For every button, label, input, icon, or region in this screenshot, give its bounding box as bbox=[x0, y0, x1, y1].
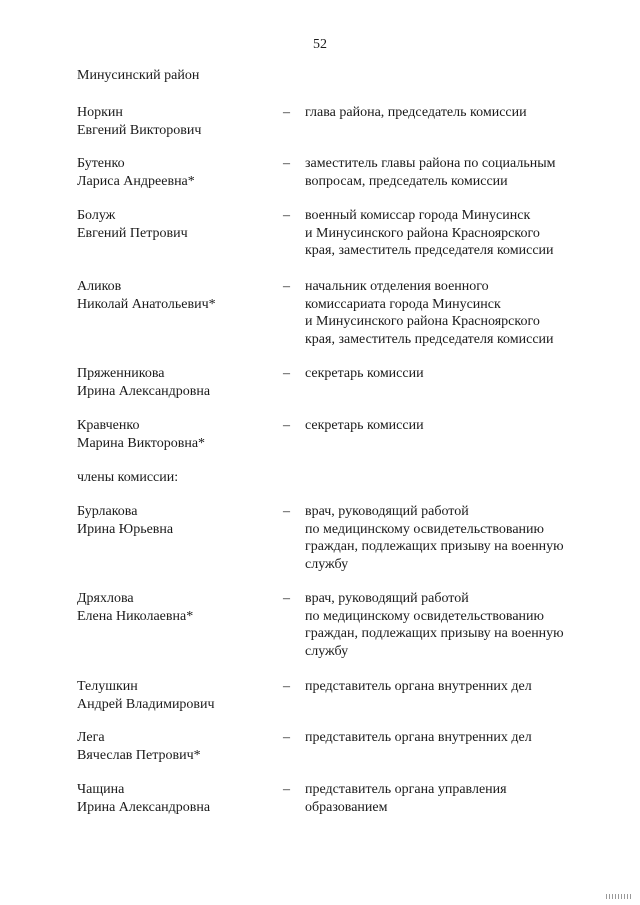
person-name bbox=[77, 678, 267, 713]
person-name bbox=[77, 207, 267, 242]
person-surname: Бутенко bbox=[77, 156, 125, 171]
role-line: врач, руководящий работой bbox=[305, 591, 469, 606]
role-line: глава района, председатель комиссии bbox=[305, 105, 527, 120]
person-given-names: Андрей Владимирович bbox=[77, 696, 215, 712]
person-role bbox=[305, 104, 605, 122]
role-line: края, заместитель председателя комиссии bbox=[305, 243, 554, 258]
dash-separator: – bbox=[283, 279, 290, 294]
person-surname: Аликов bbox=[77, 279, 122, 294]
person-surname: Телушкин bbox=[77, 679, 138, 694]
role-line: службу bbox=[305, 643, 349, 659]
page-number: 52 bbox=[313, 37, 327, 52]
person-role bbox=[305, 155, 605, 190]
role-line: вопросам, председатель комиссии bbox=[305, 173, 508, 189]
person-surname: Бурлакова bbox=[77, 504, 138, 519]
person-role bbox=[305, 781, 605, 816]
role-line: представитель органа управления bbox=[305, 782, 507, 797]
dash-separator: – bbox=[283, 591, 290, 606]
role-line: края, заместитель председателя комиссии bbox=[305, 331, 554, 347]
person-role bbox=[305, 729, 605, 747]
person-role bbox=[305, 417, 605, 435]
person-role bbox=[305, 278, 605, 348]
person-name bbox=[77, 417, 267, 452]
person-name bbox=[77, 104, 267, 139]
members-label: члены комиссии: bbox=[77, 470, 179, 485]
person-given-names: Евгений Петрович bbox=[77, 225, 188, 241]
person-given-names: Марина Викторовна* bbox=[77, 435, 206, 451]
person-surname: Чащина bbox=[77, 782, 125, 797]
person-name bbox=[77, 155, 267, 190]
dash-separator: – bbox=[283, 156, 290, 171]
person-name bbox=[77, 503, 267, 538]
person-given-names: Ирина Александровна bbox=[77, 799, 211, 815]
person-surname: Пряженникова bbox=[77, 366, 165, 381]
person-surname: Дряхлова bbox=[77, 591, 134, 606]
dash-separator: – bbox=[283, 504, 290, 519]
dash-separator: – bbox=[283, 730, 290, 745]
role-line: представитель органа внутренних дел bbox=[305, 679, 532, 694]
person-given-names: Елена Николаевна* bbox=[77, 608, 194, 624]
dash-separator: – bbox=[283, 105, 290, 120]
role-line: службу bbox=[305, 556, 349, 572]
person-given-names: Евгений Викторович bbox=[77, 122, 202, 138]
role-line: по медицинскому освидетельствованию bbox=[305, 608, 545, 624]
role-line: и Минусинского района Красноярского bbox=[305, 225, 540, 241]
person-given-names: Ирина Юрьевна bbox=[77, 521, 174, 537]
role-line: представитель органа внутренних дел bbox=[305, 730, 532, 745]
person-name bbox=[77, 729, 267, 764]
dash-separator: – bbox=[283, 679, 290, 694]
role-line: врач, руководящий работой bbox=[305, 504, 469, 519]
role-line: граждан, подлежащих призыву на военную bbox=[305, 626, 564, 641]
role-line: комиссариата города Минусинск bbox=[305, 296, 501, 312]
person-given-names: Вячеслав Петрович* bbox=[77, 747, 201, 763]
role-line: секретарь комиссии bbox=[305, 418, 424, 433]
person-given-names: Ирина Александровна bbox=[77, 383, 211, 399]
person-surname: Норкин bbox=[77, 105, 123, 120]
dash-separator: – bbox=[283, 208, 290, 223]
person-surname: Болуж bbox=[77, 208, 116, 223]
dash-separator: – bbox=[283, 366, 290, 381]
person-role bbox=[305, 207, 605, 260]
person-name bbox=[77, 781, 267, 816]
role-line: начальник отделения военного bbox=[305, 279, 489, 294]
dash-separator: – bbox=[283, 418, 290, 433]
scan-corner-mark bbox=[606, 894, 632, 899]
person-surname: Кравченко bbox=[77, 418, 140, 433]
role-line: и Минусинского района Красноярского bbox=[305, 314, 540, 329]
dash-separator: – bbox=[283, 782, 290, 797]
role-line: образованием bbox=[305, 799, 388, 815]
person-given-names: Лариса Андреевна* bbox=[77, 173, 195, 189]
person-name bbox=[77, 590, 267, 625]
person-role bbox=[305, 590, 605, 660]
person-role bbox=[305, 365, 605, 383]
role-line: секретарь комиссии bbox=[305, 366, 424, 381]
role-line: заместитель главы района по социальным bbox=[305, 156, 556, 171]
person-name bbox=[77, 365, 267, 400]
person-given-names: Николай Анатольевич* bbox=[77, 296, 216, 312]
role-line: граждан, подлежащих призыву на военную bbox=[305, 539, 564, 554]
role-line: по медицинскому освидетельствованию bbox=[305, 521, 545, 537]
person-role bbox=[305, 503, 605, 573]
district-heading: Минусинский район bbox=[77, 68, 200, 83]
person-name bbox=[77, 278, 267, 313]
person-surname: Лега bbox=[77, 730, 105, 745]
role-line: военный комиссар города Минусинск bbox=[305, 208, 531, 223]
person-role bbox=[305, 678, 605, 696]
